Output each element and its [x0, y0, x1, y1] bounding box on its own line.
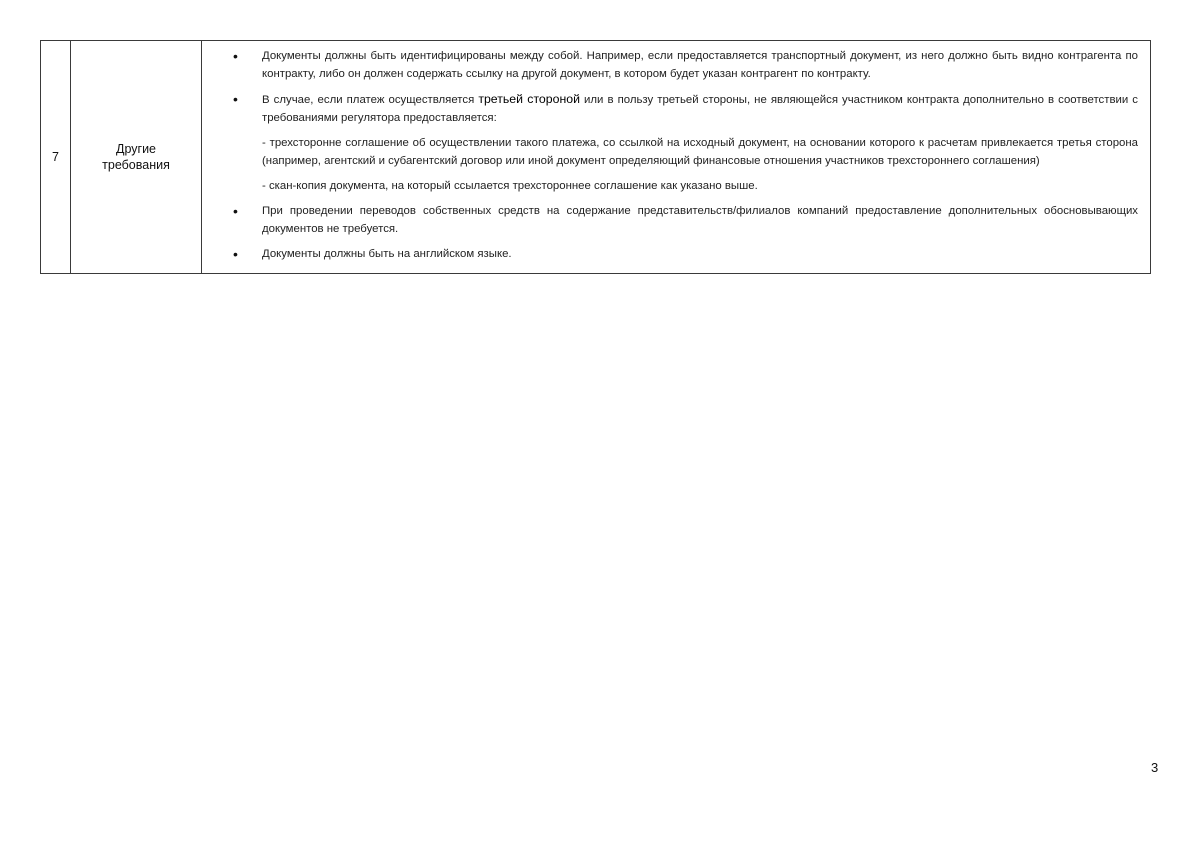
- bullet-icon: •: [233, 48, 238, 64]
- row-title-cell: [71, 41, 202, 274]
- list-item: [222, 90, 1138, 127]
- bullet-text: При проведении переводов собственных средств на содержание представительств/филиалов компаний предоставление дополнительных обосновывающих документов не требуется.: [262, 205, 1138, 235]
- row-number-cell: [41, 41, 71, 274]
- list-item: [222, 202, 1138, 238]
- sub-item: [222, 177, 1138, 195]
- bullet-icon: •: [233, 246, 238, 262]
- row-title-line2: требования: [102, 158, 170, 172]
- table-row: [41, 41, 1151, 274]
- page-number: 3: [1151, 760, 1159, 775]
- bullet-text-after: или в пользу третьей стороны, не являющейся участником контракта дополнительно в соответствии с требованиями регулятора предоставляется:: [262, 94, 1138, 124]
- bullet-icon: •: [233, 91, 238, 107]
- bullet-text-before: В случае, если платеж осуществляется: [262, 94, 479, 106]
- bullet-text: Документы должны быть на английском языке.: [262, 248, 512, 260]
- row-title-line1: Другие: [115, 142, 157, 156]
- sub-item: [222, 134, 1138, 170]
- row-content-cell: [202, 41, 1151, 274]
- bullet-text: Документы должны быть идентифицированы между собой. Например, если предоставляется транспортный документ, из него должно быть видно контрагента по контракту, либо он должен содержать ссылку на другой документ, в котором будет указан контрагент по контракту.: [262, 50, 1138, 80]
- bullet-emphasis: третьей стороной: [478, 92, 580, 106]
- bullet-icon: •: [233, 203, 238, 219]
- sub-item-text: - скан-копия документа, на который ссылается трехстороннее соглашение как указано выше.: [262, 180, 758, 192]
- list-item: [222, 47, 1138, 83]
- list-item: [222, 245, 1138, 263]
- sub-item-text: - трехсторонне соглашение об осуществлении такого платежа, со ссылкой на исходный документ, на основании которого к расчетам привлекается третья сторона (например, агентский и субагентский договор или иной документ определяющий финансовые отношения участников трехстороннего соглашения): [262, 137, 1138, 167]
- requirements-table: [40, 40, 1151, 274]
- row-number: 7: [52, 150, 59, 164]
